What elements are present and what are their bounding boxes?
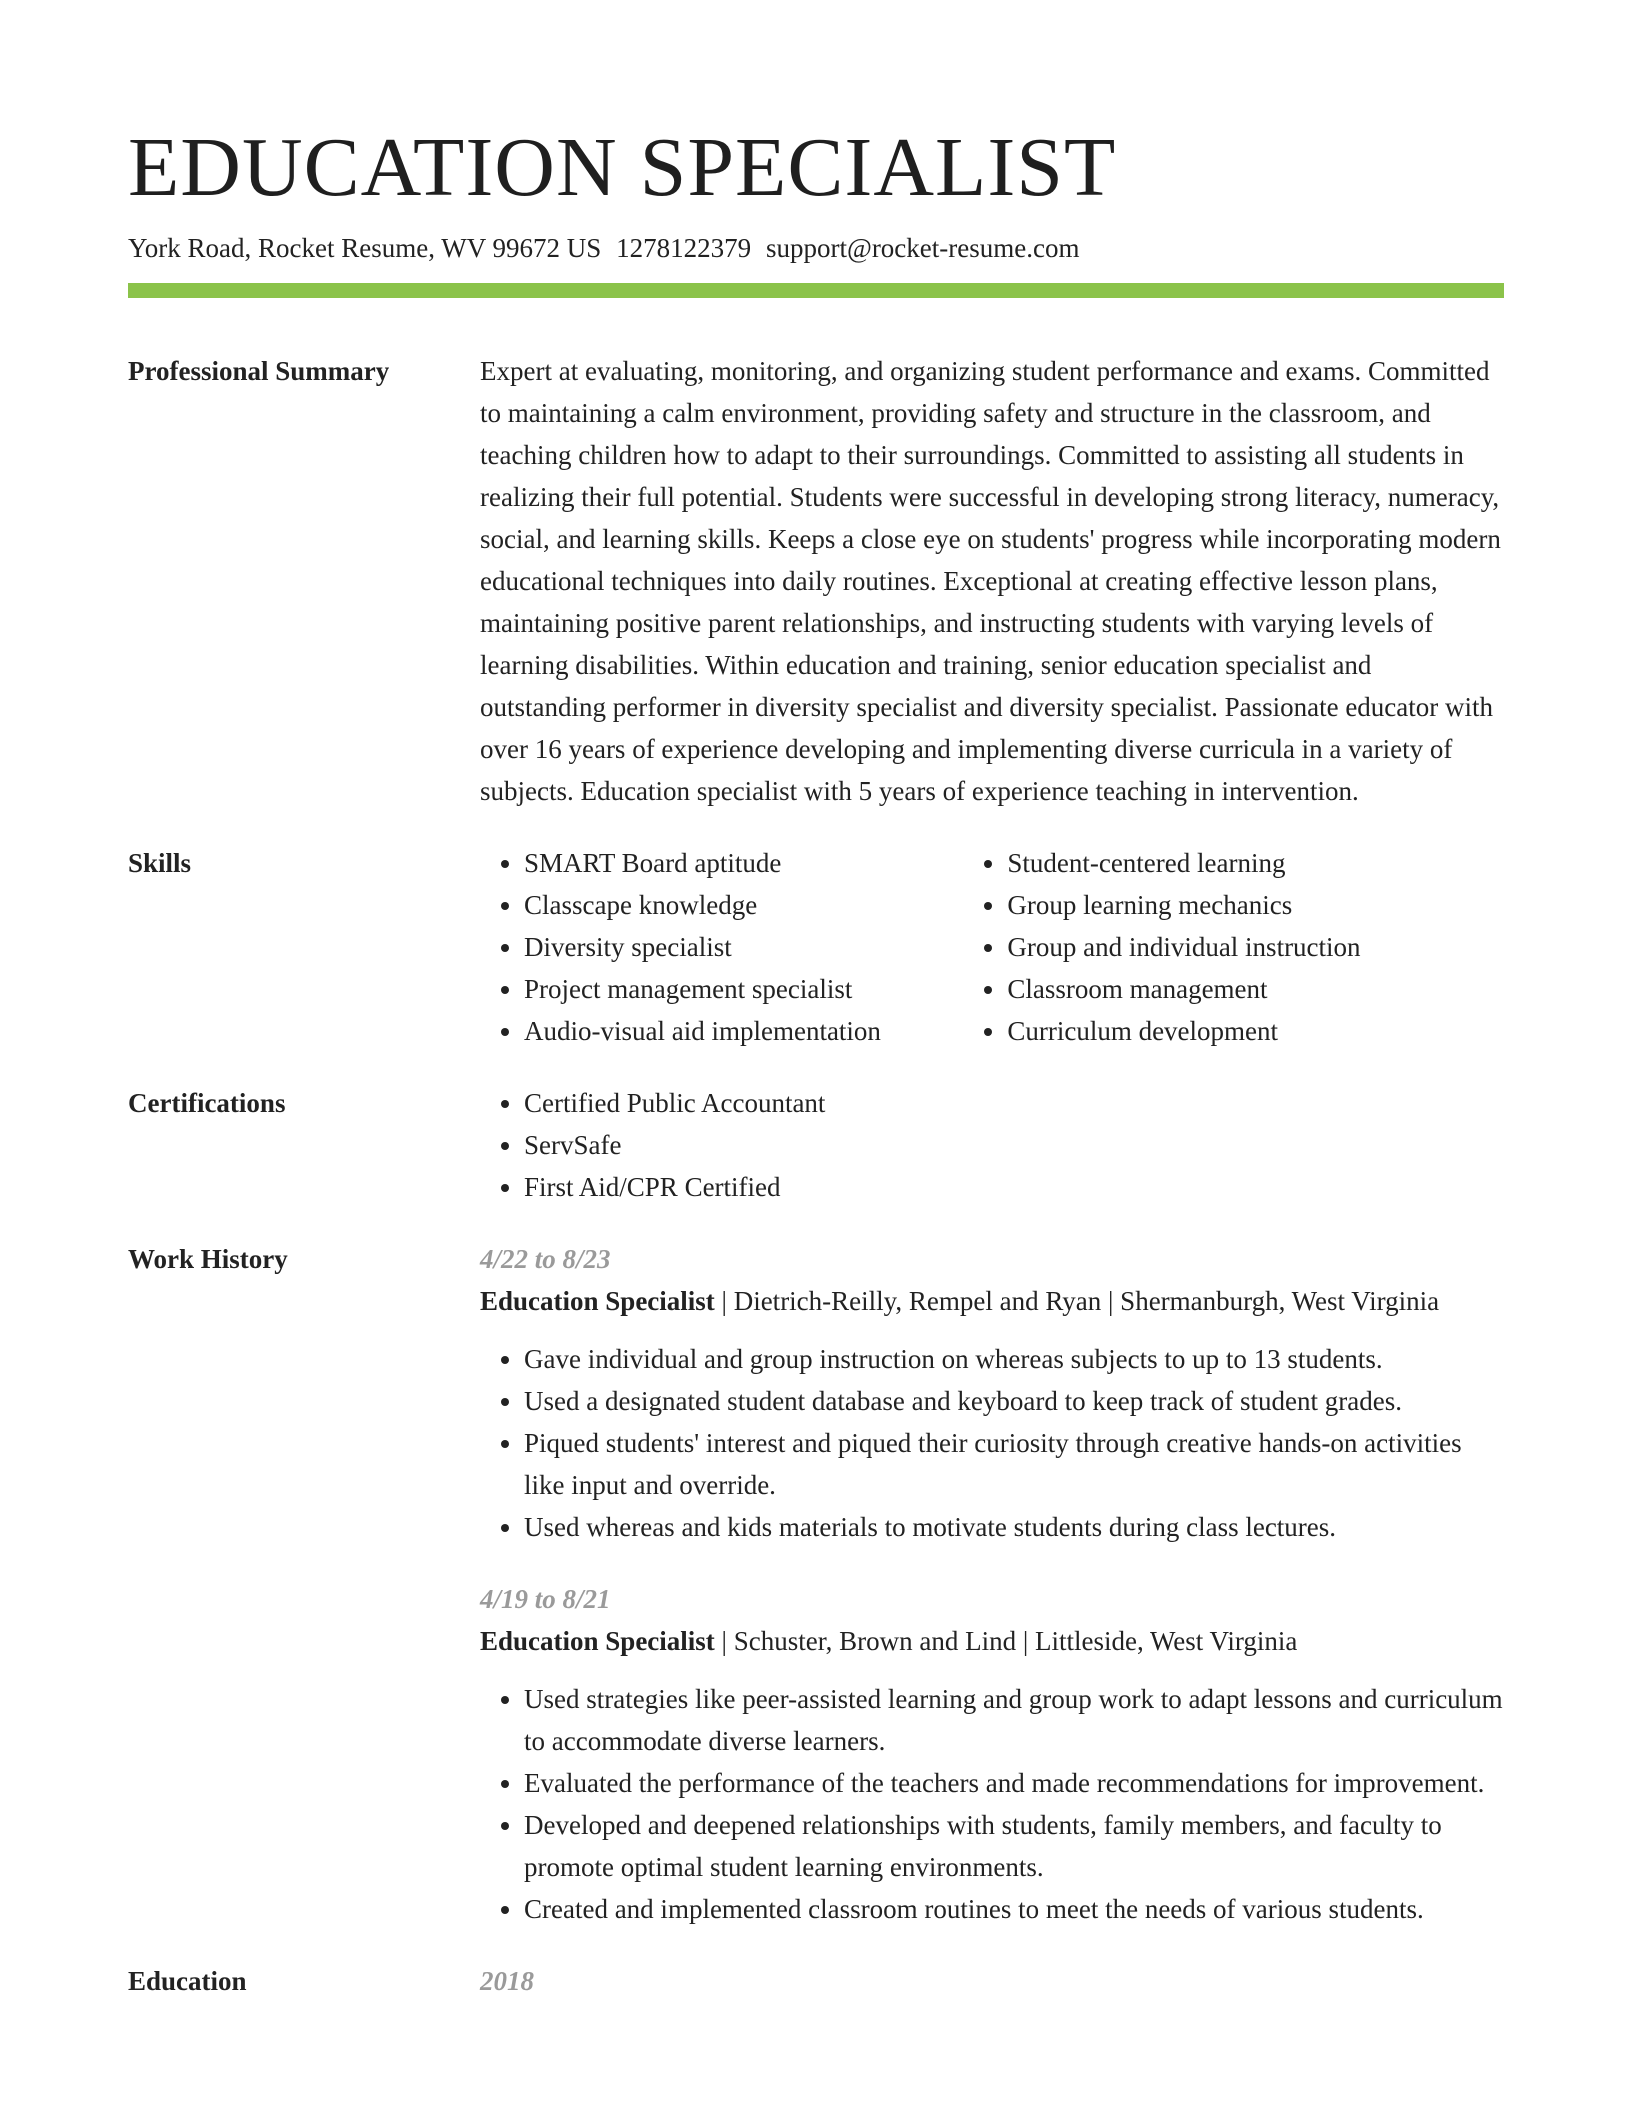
job-title: Education Specialist — [480, 1286, 715, 1316]
contact-address: York Road, Rocket Resume, WV 99672 US — [128, 233, 602, 263]
education-dates: 2018 — [480, 1966, 534, 1996]
job-heading — [480, 1620, 1504, 1662]
education-section — [128, 1960, 1504, 2002]
job-bullet: • Created and implemented classroom routines to meet the needs of various students. — [524, 1888, 1504, 1930]
resume-header — [128, 118, 1504, 298]
job-bullet: • Used whereas and kids materials to motivate students during class lectures. — [524, 1506, 1504, 1548]
contact-email: support@rocket-resume.com — [765, 233, 1080, 263]
skill-item: • Group and individual instruction — [1007, 926, 1504, 968]
skills-list-left — [480, 842, 963, 1052]
section-title-skills: Skills — [128, 848, 192, 878]
skill-item: • Group learning mechanics — [1007, 884, 1504, 926]
job-bullets — [480, 1678, 1504, 1930]
job-heading — [480, 1280, 1504, 1322]
job-bullet: • Developed and deepened relationships with students, family members, and faculty to promote optimal student learning environments. — [524, 1804, 1504, 1888]
skill-item: • SMART Board aptitude — [524, 842, 963, 884]
certification-item: • ServSafe — [524, 1124, 1504, 1166]
skills-section — [128, 842, 1504, 1052]
job-bullet: • Piqued students' interest and piqued their curiosity through creative hands-on activities like input and override. — [524, 1422, 1504, 1506]
certification-item: • First Aid/CPR Certified — [524, 1166, 1504, 1208]
certifications-list — [480, 1082, 1504, 1208]
section-title-education: Education — [128, 1966, 247, 1996]
job-entry — [480, 1578, 1504, 1930]
skill-item: • Diversity specialist — [524, 926, 963, 968]
summary-text: Expert at evaluating, monitoring, and organizing student performance and exams. Committed to maintaining a calm environment, providing safety and structure in the classroom, and teaching children how to adapt to their surroundings. Committed to assisting all students in realizing their full potential. Students were successful in developing strong literacy, numeracy, social, and learning skills. Keeps a close eye on students' progress while incorporating modern educational techniques into daily routines. Exceptional at creating effective lesson plans, maintaining positive parent relationships, and instructing students with varying levels of learning disabilities. Within education and training, senior education specialist and outstanding performer in diversity specialist and diversity specialist. Passionate educator with over 16 years of experience developing and implementing diverse curricula in a variety of subjects. Education specialist with 5 years of experience teaching in intervention. — [480, 356, 1501, 806]
summary-section — [128, 350, 1504, 812]
job-bullet: • Gave individual and group instruction on whereas subjects to up to 13 students. — [524, 1338, 1504, 1380]
job-details: | Dietrich-Reilly, Rempel and Ryan | Shermanburgh, West Virginia — [714, 1286, 1440, 1316]
section-title-work-history: Work History — [128, 1244, 288, 1274]
skill-item: • Classroom management — [1007, 968, 1504, 1010]
section-title-summary: Professional Summary — [128, 356, 390, 386]
skill-item: • Project management specialist — [524, 968, 963, 1010]
job-bullets — [480, 1338, 1504, 1548]
job-entry — [480, 1238, 1504, 1548]
resume-name: EDUCATION SPECIALIST — [128, 121, 1117, 214]
accent-divider — [128, 283, 1504, 298]
section-title-certifications: Certifications — [128, 1088, 286, 1118]
skill-item: • Audio-visual aid implementation — [524, 1010, 963, 1052]
contact-phone: 1278122379 — [616, 233, 752, 263]
job-dates: 4/22 to 8/23 — [480, 1244, 611, 1274]
contact-line — [128, 230, 1504, 266]
job-title: Education Specialist — [480, 1626, 715, 1656]
resume-sections — [128, 350, 1504, 2032]
skill-item: • Curriculum development — [1007, 1010, 1504, 1052]
work-history-section — [128, 1238, 1504, 1930]
certification-item: • Certified Public Accountant — [524, 1082, 1504, 1124]
certifications-section — [128, 1082, 1504, 1208]
job-details: | Schuster, Brown and Lind | Littleside, West Virginia — [714, 1626, 1298, 1656]
job-bullet: • Used a designated student database and keyboard to keep track of student grades. — [524, 1380, 1504, 1422]
skill-item: • Classcape knowledge — [524, 884, 963, 926]
skills-list-right — [963, 842, 1504, 1052]
job-dates: 4/19 to 8/21 — [480, 1584, 611, 1614]
skill-item: • Student-centered learning — [1007, 842, 1504, 884]
job-bullet: • Evaluated the performance of the teachers and made recommendations for improvement. — [524, 1762, 1504, 1804]
job-bullet: • Used strategies like peer-assisted learning and group work to adapt lessons and curriculum to accommodate diverse learners. — [524, 1678, 1504, 1762]
